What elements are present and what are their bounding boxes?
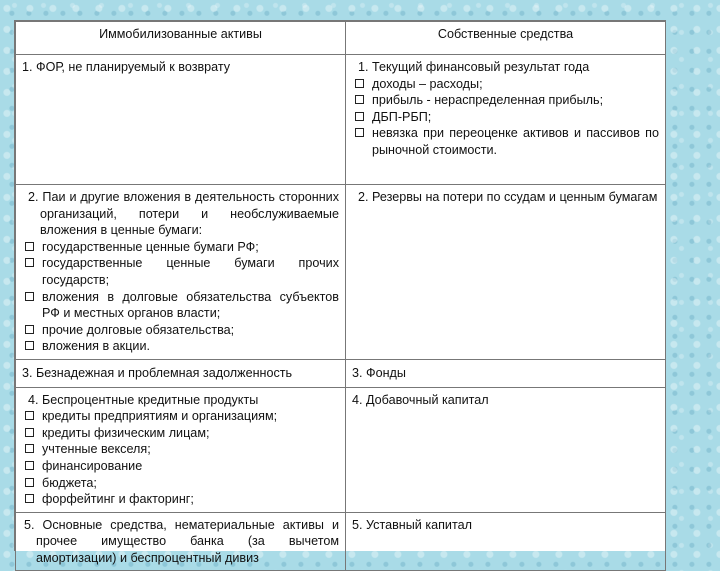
table-row [16,55,666,185]
list-item: государственные ценные бумаги РФ; [22,239,339,256]
table-row [16,185,666,360]
table-row [16,387,666,512]
list-item: прибыль - нераспределенная прибыль; [352,92,659,109]
checkbox-bullet-icon [25,478,34,487]
assets-capital-table [15,21,666,571]
checkbox-bullet-icon [25,461,34,470]
row4-left-cell [16,387,346,512]
row3-right-title: 3. Фонды [352,365,406,380]
list-item: форфейтинг и факторинг; [22,491,339,508]
list-item: учтенные векселя; [22,441,339,458]
row1-right-cell [346,55,666,185]
list-item: ДБП-РБП; [352,109,659,126]
list-item: государственные ценные бумаги прочих государств; [22,255,339,288]
checkbox-bullet-icon [25,494,34,503]
checkbox-bullet-icon [25,341,34,350]
row1-right-title: 1. Текущий финансовый результат года [358,60,590,74]
row4-right-cell [346,387,666,512]
checkbox-bullet-icon [355,112,364,121]
row5-left-cell [16,512,346,571]
document-sheet [14,20,666,565]
row5-right-cell [346,512,666,571]
row4-left-title: 4. Беспроцентные кредитные продукты [28,392,259,407]
list-item: невязка при переоценке активов и пассивов по рыночной стоимости. [352,125,659,158]
row2-left-cell [16,185,346,360]
table-row [16,512,666,571]
list-item: доходы – расходы; [352,76,659,93]
table-row [16,359,666,387]
row3-left-cell [16,359,346,387]
list-item: вложения в акции. [22,338,339,355]
checkbox-bullet-icon [25,444,34,453]
checkbox-bullet-icon [25,292,34,301]
header-immobilized-assets: Иммобилизованные активы [16,22,346,55]
row2-right-cell [346,185,666,360]
row2-right-title: 2. Резервы на потери по ссудам и ценным бумагам [358,190,658,204]
checkbox-bullet-icon [355,128,364,137]
row3-right-cell [346,359,666,387]
row4-right-title: 4. Добавочный капитал [352,392,489,407]
row5-right-title: 5. Уставный капитал [352,517,472,532]
row2-left-title: 2. Паи и другие вложения в деятельность сторонних организаций, потери и необслуживаемые вложения в ценные бумаги: [28,190,339,238]
row1-left-cell [16,55,346,185]
row1-right-list [352,76,659,159]
checkbox-bullet-icon [25,411,34,420]
list-item: кредиты физическим лицам; [22,425,339,442]
list-item: финансирование [22,458,339,475]
row4-left-list [22,408,339,508]
checkbox-bullet-icon [25,242,34,251]
list-item: вложения в долговые обязательства субъектов РФ и местных органов власти; [22,289,339,322]
checkbox-bullet-icon [355,79,364,88]
header-own-funds: Собственные средства [346,22,666,55]
table-header-row [16,22,666,55]
list-item: бюджета; [22,475,339,492]
checkbox-bullet-icon [25,428,34,437]
checkbox-bullet-icon [25,325,34,334]
list-item: прочие долговые обязательства; [22,322,339,339]
row2-left-list [22,239,339,355]
list-item: кредиты предприятиям и организациям; [22,408,339,425]
checkbox-bullet-icon [25,258,34,267]
checkbox-bullet-icon [355,95,364,104]
row5-left-title: 5. Основные средства, нематериальные активы и прочее имущество банка (за вычетом амортизации) и беспроцентный дивиз [24,517,339,565]
row3-left-title: 3. Безнадежная и проблемная задолженность [22,365,293,380]
row1-left-title: 1. ФОР, не планируемый к возврату [22,60,231,74]
